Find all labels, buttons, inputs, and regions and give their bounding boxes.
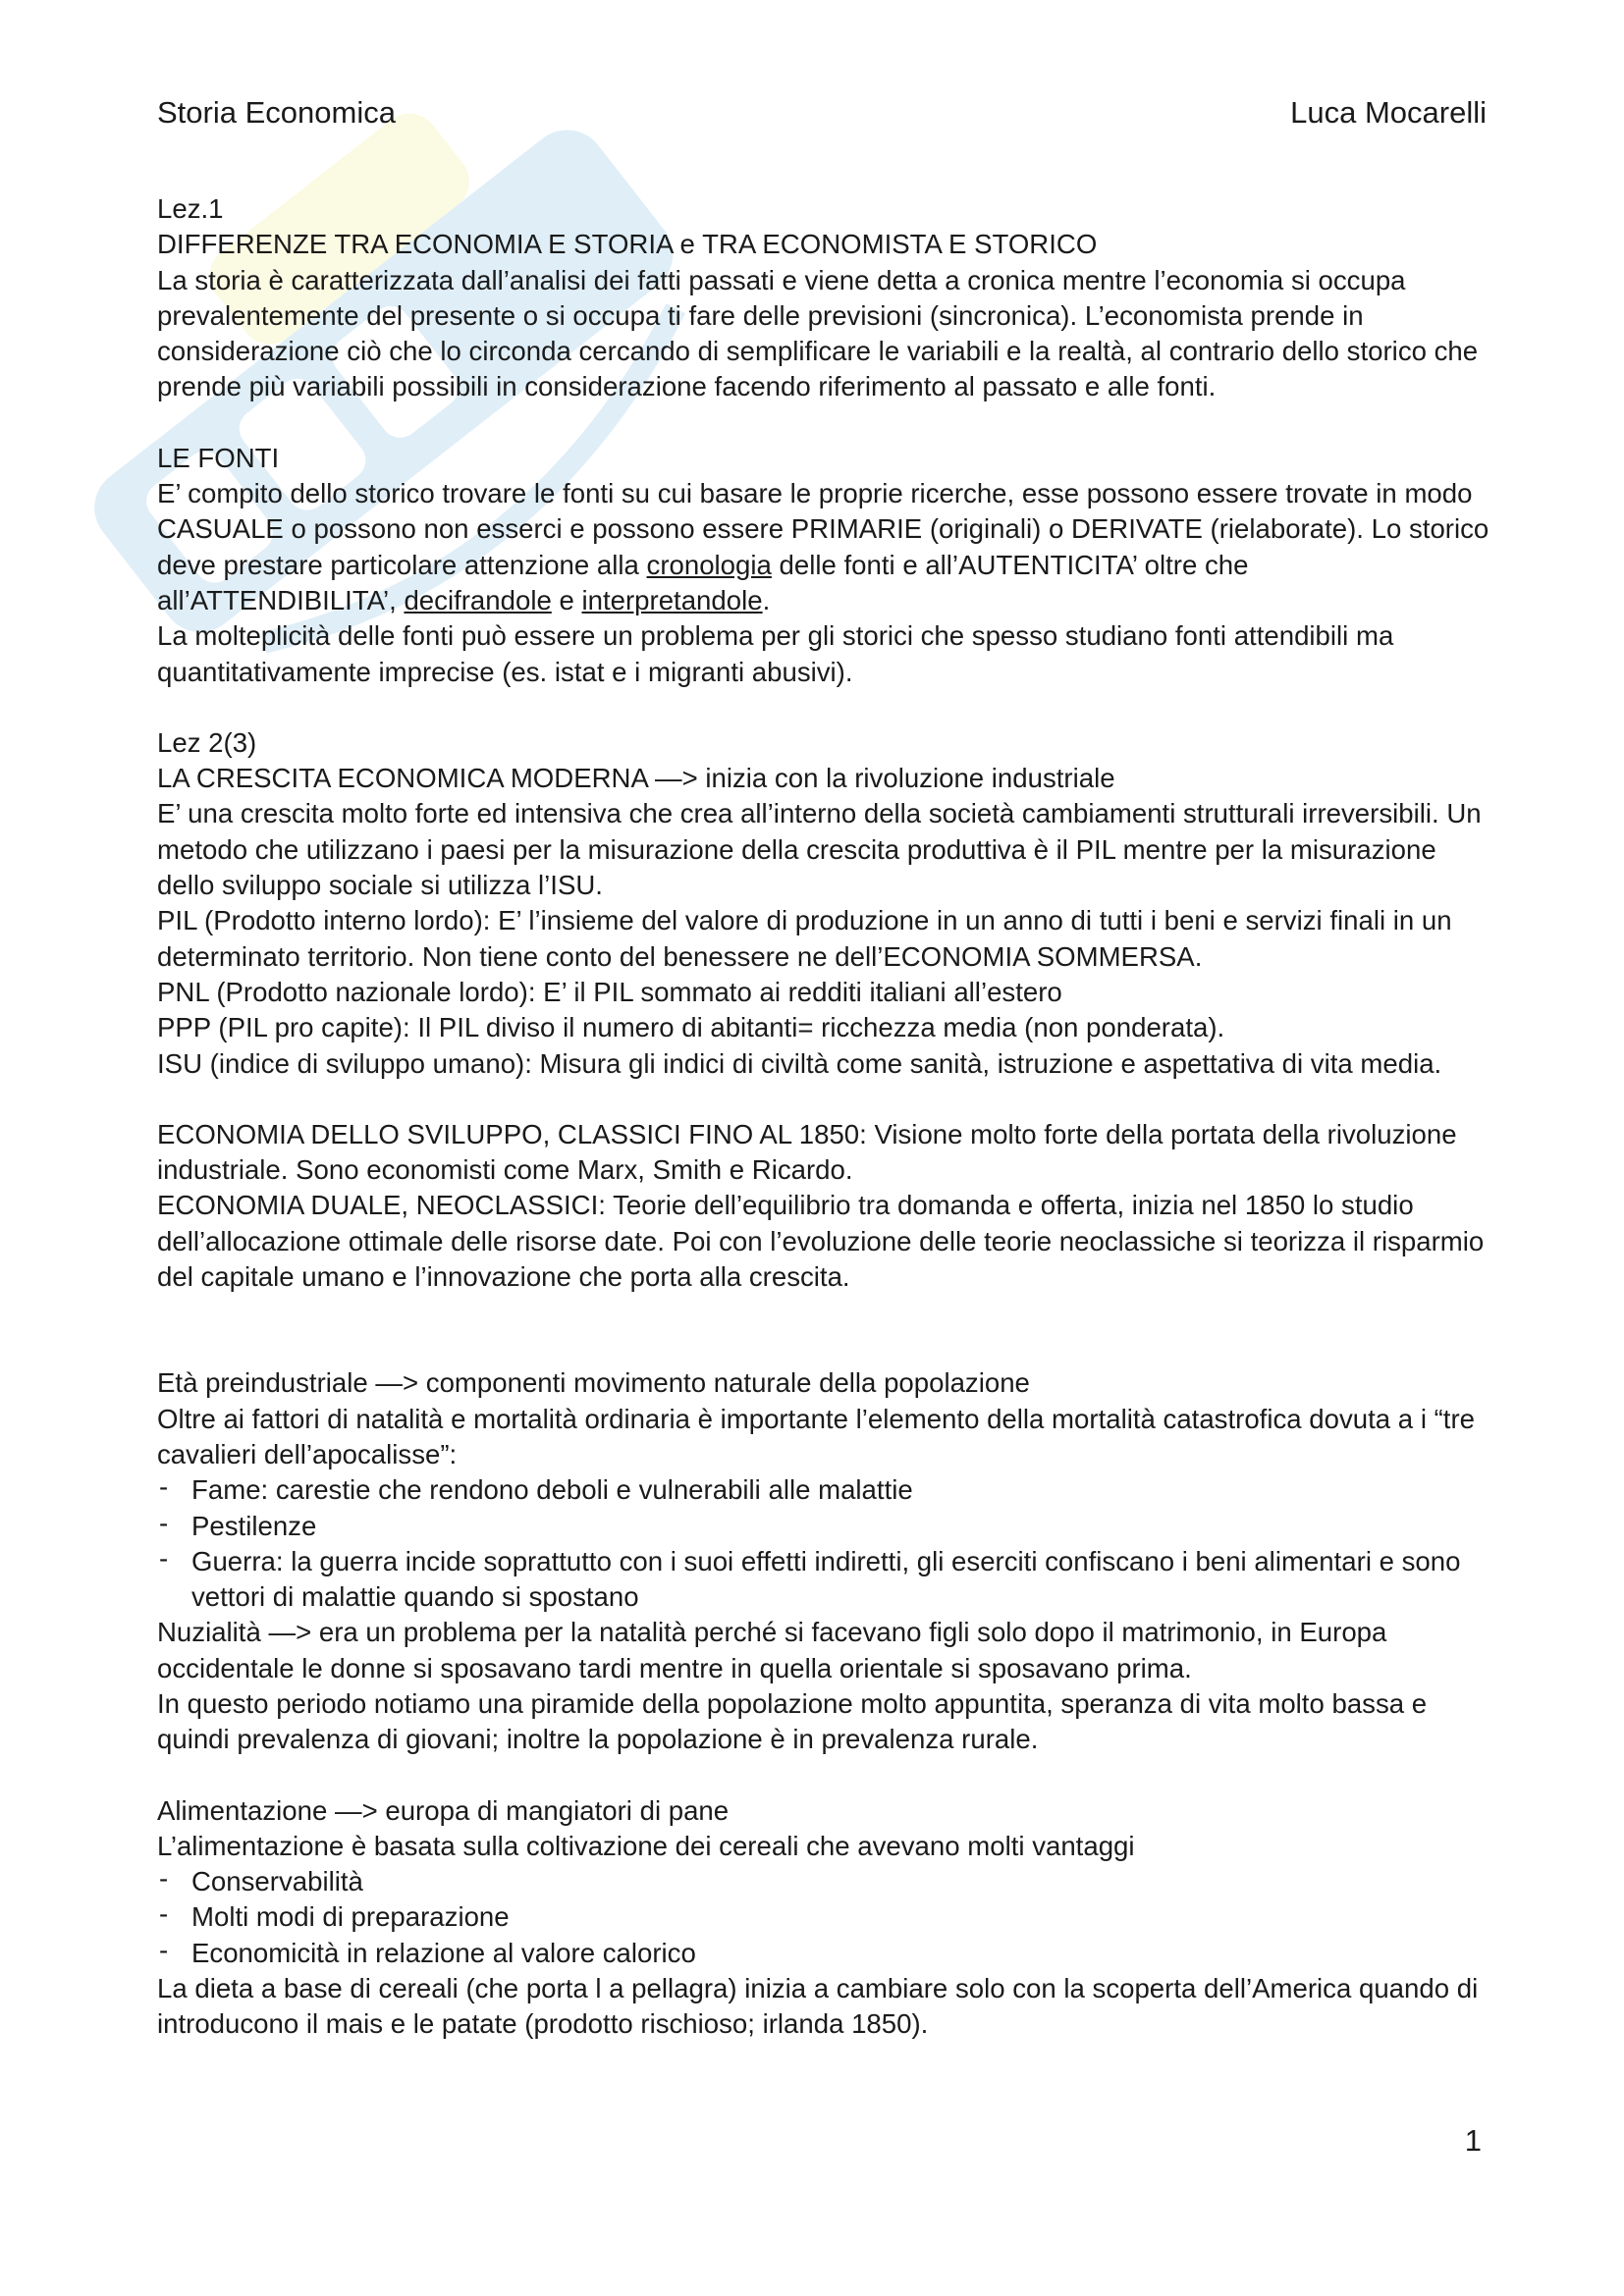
list-item: - Economicità in relazione al valore calorico: [157, 1936, 1492, 1971]
header-author: Luca Mocarelli: [1290, 95, 1487, 130]
paragraph: La storia è caratterizzata dall’analisi dei fatti passati e viene detta a cronica mentre l’economia si occupa prevalentemente del presente o si occupa ti fare delle previsioni (sincronica). L’economista prende in considerazione ciò che lo circonda cercando di semplificare le variabili e la realtà, al contrario dello storico che prende più variabili possibili in considerazione facendo riferimento al passato e alle fonti.: [157, 264, 1479, 402]
paragraph: E’ compito dello storico trovare le fonti su cui basare le proprie ricerche, esse possono essere trovate in modo CASUALE o possono non esserci e possono essere PRIMARIE (originali) o DERIVATE (rielaborate). Lo storico deve prestare particolare attenzione alla cronologia delle fonti e all’AUTENTICITA’ oltre che all’ATTENDIBILITA’, decifrandole e interpretandole.: [157, 478, 1489, 615]
paragraph: Oltre ai fattori di natalità e mortalità ordinaria è importante l’elemento della mortalità catastrofica dovuta a i “tre cavalieri dell’apocalisse”:: [157, 1403, 1476, 1469]
list-item: - Fame: carestie che rendono deboli e vulnerabili alle malattie: [157, 1472, 1492, 1508]
definition-isu: ISU (indice di sviluppo umano): Misura gli indici di civiltà come sanità, istruzione e aspettativa di vita media.: [157, 1047, 1442, 1079]
section-heading: Età preindustriale —> componenti movimento naturale della popolazione: [157, 1367, 1030, 1399]
section-heading: LE FONTI: [157, 442, 280, 473]
paragraph: E’ una crescita molto forte ed intensiva che crea all’interno della società cambiamenti strutturali irreversibili. Un metodo che utilizzano i paesi per la misurazione della crescita produttiva è il PIL mentre per la misurazione dello sviluppo sociale si utilizza l’ISU.: [157, 798, 1482, 901]
paragraph: Nuzialità —> era un problema per la natalità perché si facevano figli solo dopo il matrimonio, in Europa occidentale le donne si sposavano tardi mentre in quella orientale si sposavano prima.: [157, 1617, 1387, 1683]
paragraph: ECONOMIA DELLO SVILUPPO, CLASSICI FINO AL 1850: Visione molto forte della portata della rivoluzione industriale. Sono economisti come Marx, Smith e Ricardo.: [157, 1118, 1457, 1186]
header-course-title: Storia Economica: [157, 95, 396, 130]
list-item: - Molti modi di preparazione: [157, 1899, 1492, 1935]
paragraph: La dieta a base di cereali (che porta l a pellagra) inizia a cambiare solo con la scoperta dell’America quando di introducono il mais e le patate (prodotto rischioso; irlanda 1850).: [157, 1973, 1479, 2040]
definition-pnl: PNL (Prodotto nazionale lordo): E’ il PIL sommato ai redditi italiani all’estero: [157, 976, 1062, 1007]
underlined-term: cronologia: [646, 549, 772, 580]
list-item: - Pestilenze: [157, 1509, 1492, 1544]
section-heading: Alimentazione —> europa di mangiatori di pane: [157, 1794, 730, 1826]
paragraph: L’alimentazione è basata sulla coltivazione dei cereali che avevano molti vantaggi: [157, 1830, 1135, 1861]
underlined-term: interpretandole: [581, 584, 763, 615]
dash-list: [157, 1472, 1492, 1615]
definition-ppp: PPP (PIL pro capite): Il PIL diviso il numero di abitanti= ricchezza media (non ponderata).: [157, 1012, 1225, 1043]
page-number: 1: [1464, 2123, 1482, 2158]
list-item: - Guerra: la guerra incide soprattutto con i suoi effetti indiretti, gli eserciti confiscano i beni alimentari e sono vettori di malattie quando si spostano: [157, 1544, 1492, 1616]
paragraph: In questo periodo notiamo una piramide della popolazione molto appuntita, speranza di vita molto bassa e quindi prevalenza di giovani; inoltre la popolazione è in prevalenza rurale.: [157, 1687, 1428, 1755]
dash-list: [157, 1864, 1492, 1971]
lesson-label: Lez.1: [157, 193, 224, 224]
section-heading: DIFFERENZE TRA ECONOMIA E STORIA e TRA ECONOMISTA E STORICO: [157, 229, 1098, 260]
list-item: - Conservabilità: [157, 1864, 1492, 1899]
lesson-label: Lez 2(3): [157, 726, 257, 758]
underlined-term: decifrandole: [404, 584, 552, 615]
definition-pil: PIL (Prodotto interno lordo): E’ l’insieme del valore di produzione in un anno di tutti i beni e servizi finali in un determinato territorio. Non tiene conto del benessere ne dell’ECONOMIA SOMMERSA.: [157, 905, 1452, 972]
paragraph: ECONOMIA DUALE, NEOCLASSICI: Teorie dell’equilibrio tra domanda e offerta, inizia nel 1850 lo studio dell’allocazione ottimale delle risorse date. Poi con l’evoluzione delle teorie neoclassiche si teorizza il risparmio del capitale umano e l’innovazione che porta alla crescita.: [157, 1190, 1485, 1293]
paragraph: La molteplicità delle fonti può essere un problema per gli storici che spesso studiano fonti attendibili ma quantitativamente imprecise (es. istat e i migranti abusivi).: [157, 620, 1394, 687]
section-heading: LA CRESCITA ECONOMICA MODERNA —> inizia con la rivoluzione industriale: [157, 763, 1115, 794]
page-header: [157, 95, 1487, 140]
document-body: [157, 191, 1492, 2043]
